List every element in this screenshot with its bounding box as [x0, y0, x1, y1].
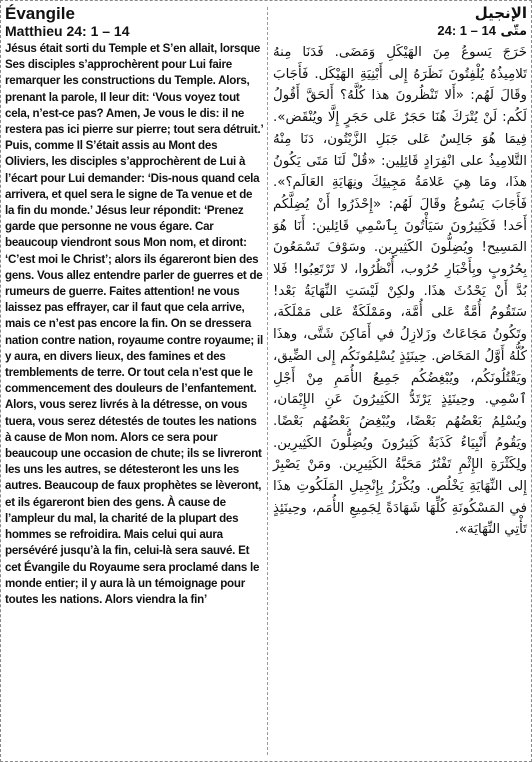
- arabic-reference: [273, 23, 527, 40]
- french-column: [5, 4, 263, 756]
- arabic-column: [273, 4, 527, 756]
- french-reference: Matthieu 24: 1 – 14: [5, 23, 130, 39]
- arabic-reference-numbers: 24: 1 – 14: [437, 23, 496, 38]
- arabic-reference-book: متّى: [500, 24, 527, 39]
- column-divider: [267, 7, 268, 755]
- french-title: Évangile: [5, 4, 75, 23]
- french-gospel-text: Jésus était sorti du Temple et S’en allait, lorsque Ses disciples s’approchèrent pour Lui faire remarquer les constructions du Temple. Alors, prenant la parole, Il leur dit: ‘Vous voyez tout cela, n’est-ce pas? Amen, Je vous le dis: il ne restera pas ici pierre sur pierre; tout sera détruit.’ Puis, comme Il S’était assis au Mont des Oliviers, les disciples s’approchèrent de Lui à l’écart pour Lui demander: ‘Dis-nous quand cela arrivera, et quel sera le signe de Ta venue et de la fin du monde.’ Jésus leur répondit: ‘Prenez garde que personne ne vous égare. Car beaucoup viendront sous Mon nom, et diront: ‘C’est moi le Christ’; alors ils égareront bien des gens. Vous allez entendre parler de guerres et de rumeurs de guerre. Faites attention! ne vous laissez pas effrayer, car il faut que cela arrive, mais ce n’est pas encore la fin. On se dressera nation contre nation, royaume contre royaume; il y aura, en divers lieux, des famines et des tremblements de terre. Or tout cela n’est que le commencement des douleurs de l’enfantement. Alors, vous serez livrés à la détresse, on vous tuera, vous serez détestés de toutes les nations à cause de Mon nom. Alors ce sera pour beaucoup une occasion de chute; ils se livreront les uns les autres, se détesteront les uns les autres. Beaucoup de faux prophètes se lèveront, et ils égareront bien des gens. À cause de l’ampleur du mal, la charité de la plupart des hommes se refroidira. Mais celui qui aura persévéré jusqu’à la fin, celui-là sera sauvé. Et cet Évangile du Royaume sera proclamé dans le monde entier; il y aura là un témoignage pour toutes les nations. Alors viendra la fin’: [5, 42, 263, 606]
- arabic-title: الإنجيل: [474, 4, 527, 22]
- arabic-gospel-text: خَرَجَ يَسوعُ مِنَ الهَيْكَلِ وَمَضَى. فَدَنَا مِنهُ تَلامِيذُهُ يُلْفِتُونَ نَظَرَهُ إِلى أَبْنِيَةِ الهَيْكَل. فَأَجَابَ وقَالَ لَهُم: «أَلا تَنْظُرونَ هذا كُلَّهُ؟ أَلحَقَّ أَقُولُ لَكُم: لَنْ يُتْرَكَ هُنَا حَجَرٌ عَلى حَجَرٍ إِلَّا ويُنْقَض». فِيمَا هُوَ جَالِسٌ عَلى جَبَلِ الزَّيْتُون، دَنَا مِنْهُ التَّلامِيذُ على انْفِرَادٍ قَائِلِين: «قُلْ لَنَا مَتَى يَكُونُ هذَا، ومَا هِيَ عَلامَةُ مَجِيئِكَ ونِهَايَةِ العَالَم؟». فَأَجَابَ يَسُوعُ وقَالَ لَهُم: «إِحْذَرُوا أَنْ يُضِلَّكُم أَحَد! فَكَثِيرُونَ سَيَأْتُونَ بِٱسْمِي قَائِلين: أَنَا هُوَ المَسِيح! ويُضِلُّونَ الكَثِيرِين. وسَوْفَ تَسْمَعُونَ بِحُرُوبٍ وبِأَخْبَارِ حُرُوب، أُنْظُرُوا، لا تَرْتَعِبُوا! فَلا بُدَّ أَنْ يَحْدُثَ هذَا. ولكِنْ لَيْسَتِ النِّهَايَةُ بَعْد! سَتَقُومُ أُمَّةٌ عَلى أُمَّة، ومَمْلَكَةٌ عَلى مَمْلَكَة، وتَكُونُ مَجَاعَاتٌ وزَلازِلُ في أَمَاكِنَ شَتَّى، وهذَا كُلُّهُ أَوَّلُ المَخَاض. حِينَئِذٍ يُسْلِمُونَكُم إِلى الضِّيق، ويَقْتُلُونَكُم، ويُبْغِضُكُم جَمِيعُ الأُمَمِ مِنْ أَجْلِ ٱسْمِي. وحِينَئِذٍ يَرْتَدُّ الكَثِيرُونَ عَنِ الإِيْمَان، ويُسْلِمُ بَعْضُهُم بَعْضًا، ويُبْغِضُ بَعْضُهُم بَعْضًا. ويَقُومُ أَنْبِيَاءُ كَذَبَةٌ كَثِيرُونَ ويُضِلُّونَ الكَثِيرِين. ولِكَثْرَةِ الإِثْمِ تَفْتُرُ مَحَبَّةُ الكَثِيرِين. ومَنْ يَصْبِرْ إِلى النِّهَايَةِ يَخْلُص. ويُكْرَزُ بِإِنْجِيلِ المَلَكُوتِ هذَا في المَسْكُونَةِ كُلِّهَا شَهَادَةً لِجَمِيعِ الأُمَم، وحِينَئِذٍ تَأْتِي النِّهَايَة».: [273, 45, 527, 538]
